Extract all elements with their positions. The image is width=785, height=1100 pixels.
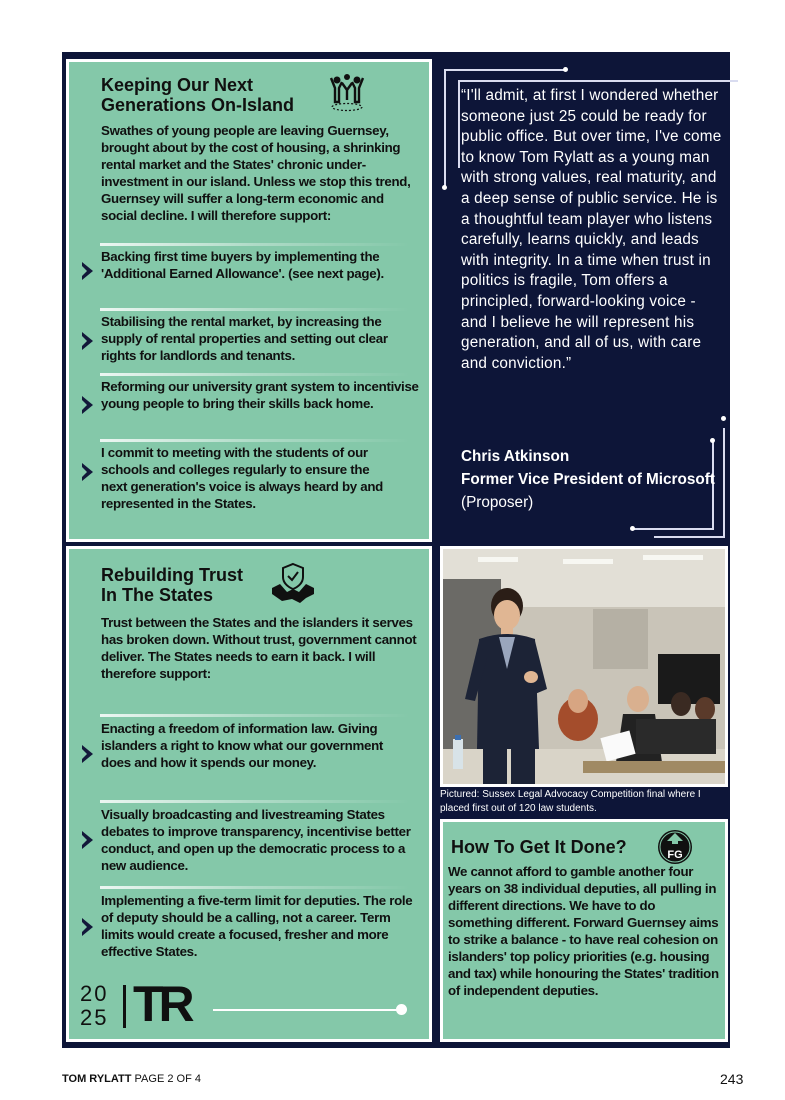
handshake-shield-icon [270, 562, 316, 604]
chevron-right-icon [82, 332, 93, 350]
logo-initials: TR [133, 976, 190, 1032]
page-number: 243 [720, 1071, 744, 1087]
divider [100, 886, 410, 889]
logo-line [213, 1009, 401, 1011]
chevron-right-icon [82, 918, 93, 936]
footer-page-text: PAGE 2 OF 4 [134, 1073, 201, 1085]
logo-divider [123, 985, 126, 1028]
divider [100, 439, 410, 442]
chevron-right-icon [82, 396, 93, 414]
divider [100, 308, 410, 311]
divider [100, 373, 410, 376]
list-item: Enacting a freedom of information law. Giving islanders a right to know what our government does and how it spends our money. [101, 721, 384, 770]
logo-year: 20 25 [80, 981, 109, 1030]
logo-dot [396, 1004, 407, 1015]
chevron-right-icon [82, 262, 93, 280]
forward-guernsey-badge-icon [656, 828, 694, 866]
chevron-right-icon [82, 831, 93, 849]
endorser-role: Former Vice President of Microsoft [461, 470, 715, 488]
list-item: Implementing a five-term limit for deputies. The role of deputy should be a calling, not a career. Term limits would create a focused, fresher and more effective States. [101, 893, 413, 959]
list-item: Backing first time buyers by implementing the 'Additional Earned Allowance'. (see next page). [101, 249, 384, 281]
endorser-role-suffix: (Proposer) [461, 493, 534, 511]
list-item: Visually broadcasting and livestreaming States debates to improve transparency, incentivise better conduct, and open up the democratic process to a new audience. [101, 807, 411, 873]
section3-text: We cannot afford to gamble another four years on 38 individual deputies, all pulling in different directions. We have to do something different. Forward Guernsey aims to strike a balance - to have real cohesion on islanders' top policy priorities (e.g. housing and tax) while honouring the States' tradition of independent deputies. [448, 864, 719, 998]
section2-title: Rebuilding Trust In The States [101, 565, 243, 605]
photo-illustration [443, 549, 725, 784]
divider [100, 714, 410, 717]
chevron-right-icon [82, 463, 93, 481]
list-item: I commit to meeting with the students of our schools and colleges regularly to ensure the next generation's voice is always heard by and represented in the States. [101, 445, 384, 511]
list-item: Reforming our university grant system to incentivise young people to bring their skills back home. [101, 379, 419, 411]
section3-title: How To Get It Done? [451, 837, 627, 857]
section1-title: Keeping Our Next Generations On-Island [101, 75, 295, 115]
divider [100, 243, 410, 246]
endorsement-quote: “I'll admit, at first I wondered whether someone just 25 could be ready for public office. But over time, I've come to know Tom Rylatt as a young man with strong values, real maturity, and a deep sense of public service. He is a thoughtful team player who listens carefully, learns quickly, and leads with integrity. In a time when trust in politics is fragile, Tom offers a principled, forward-looking voice - and I believe he will represent his generation, and all of us, with care and conviction.” [461, 87, 722, 372]
chevron-right-icon [82, 745, 93, 763]
divider [100, 800, 410, 803]
endorser [461, 446, 723, 514]
footer-name: TOM RYLATT [62, 1073, 132, 1085]
list-item: Stabilising the rental market, by increasing the supply of rental properties and setting out clear rights for landlords and tenants. [101, 314, 388, 363]
section1-intro: Swathes of young people are leaving Guernsey, brought about by the cost of housing, a shrinking rental market and the States' chronic under-investment in our island. Unless we stop this trend, Guernsey will suffer a long-term economic and social decline. I will therefore support: [101, 123, 411, 223]
section2-intro: Trust between the States and the islanders it serves has broken down. Without trust, government cannot deliver. The States needs to earn it back. I will therefore support: [101, 615, 417, 681]
endorser-name: Chris Atkinson [461, 448, 570, 465]
competition-photo [440, 546, 728, 787]
badge-text: FG [667, 849, 683, 861]
family-icon [328, 70, 366, 112]
photo-caption: Pictured: Sussex Legal Advocacy Competition final where I placed first out of 120 law students. [440, 789, 701, 814]
footer-label [62, 1073, 201, 1085]
